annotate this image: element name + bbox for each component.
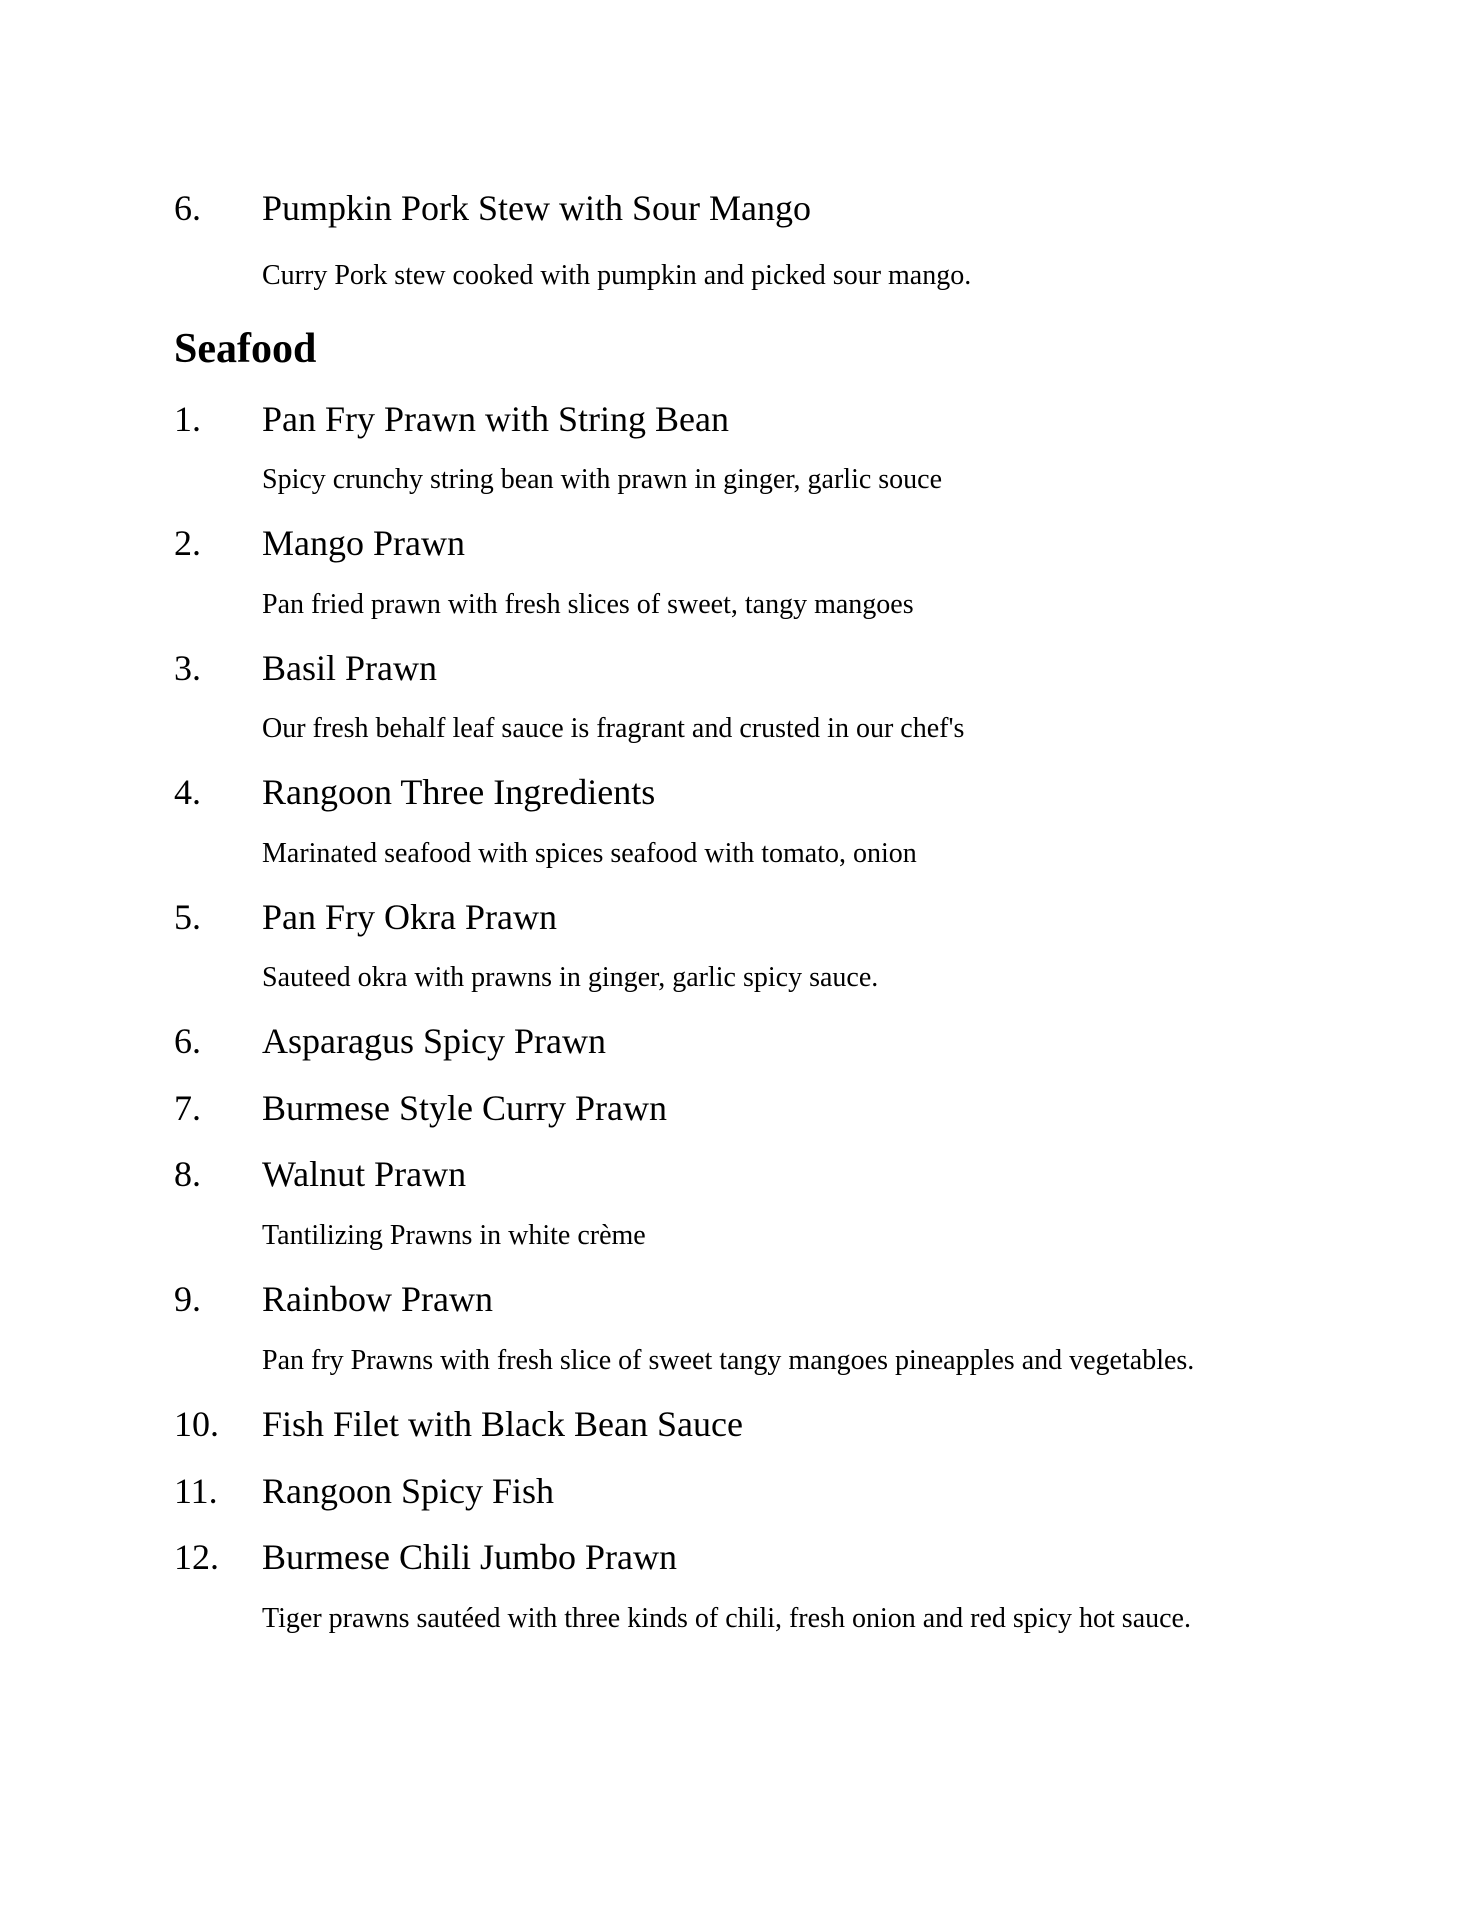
item-description: Tantilizing Prawns in white crème <box>262 1220 646 1251</box>
item-name: Fish Filet with Black Bean Sauce <box>262 1404 743 1444</box>
item-description: Pan fried prawn with fresh slices of sweet, tangy mangoes <box>262 589 914 620</box>
item-number: 3. <box>174 648 201 688</box>
item-number: 6. <box>174 188 201 228</box>
item-description: Pan fry Prawns with fresh slice of sweet tangy mangoes pineapples and vegetables. <box>262 1345 1195 1376</box>
item-name: Mango Prawn <box>262 523 465 563</box>
item-number: 2. <box>174 523 201 563</box>
item-description: Curry Pork stew cooked with pumpkin and picked sour mango. <box>262 260 972 291</box>
item-description: Tiger prawns sautéed with three kinds of chili, fresh onion and red spicy hot sauce. <box>262 1603 1191 1634</box>
item-number: 5. <box>174 897 201 937</box>
item-number: 7. <box>174 1088 201 1128</box>
item-number: 12. <box>174 1537 219 1577</box>
item-name: Rainbow Prawn <box>262 1279 493 1319</box>
item-number: 1. <box>174 399 201 439</box>
item-name: Pumpkin Pork Stew with Sour Mango <box>262 188 812 228</box>
item-name: Rangoon Three Ingredients <box>262 772 656 812</box>
item-name: Burmese Chili Jumbo Prawn <box>262 1537 677 1577</box>
item-name: Rangoon Spicy Fish <box>262 1471 555 1511</box>
item-description: Marinated seafood with spices seafood with tomato, onion <box>262 838 917 869</box>
item-name: Walnut Prawn <box>262 1154 467 1194</box>
item-name: Burmese Style Curry Prawn <box>262 1088 667 1128</box>
item-number: 10. <box>174 1404 219 1444</box>
item-number: 8. <box>174 1154 201 1194</box>
item-name: Pan Fry Okra Prawn <box>262 897 557 937</box>
item-description: Spicy crunchy string bean with prawn in ginger, garlic souce <box>262 464 943 495</box>
item-number: 6. <box>174 1021 201 1061</box>
item-number: 4. <box>174 772 201 812</box>
item-name: Asparagus Spicy Prawn <box>262 1021 606 1061</box>
section-heading-seafood: Seafood <box>174 326 317 372</box>
item-number: 9. <box>174 1279 201 1319</box>
item-name: Basil Prawn <box>262 648 437 688</box>
item-name: Pan Fry Prawn with String Bean <box>262 399 729 439</box>
item-number: 11. <box>174 1471 218 1511</box>
item-description: Our fresh behalf leaf sauce is fragrant and crusted in our chef's <box>262 713 965 744</box>
item-description: Sauteed okra with prawns in ginger, garlic spicy sauce. <box>262 962 879 993</box>
